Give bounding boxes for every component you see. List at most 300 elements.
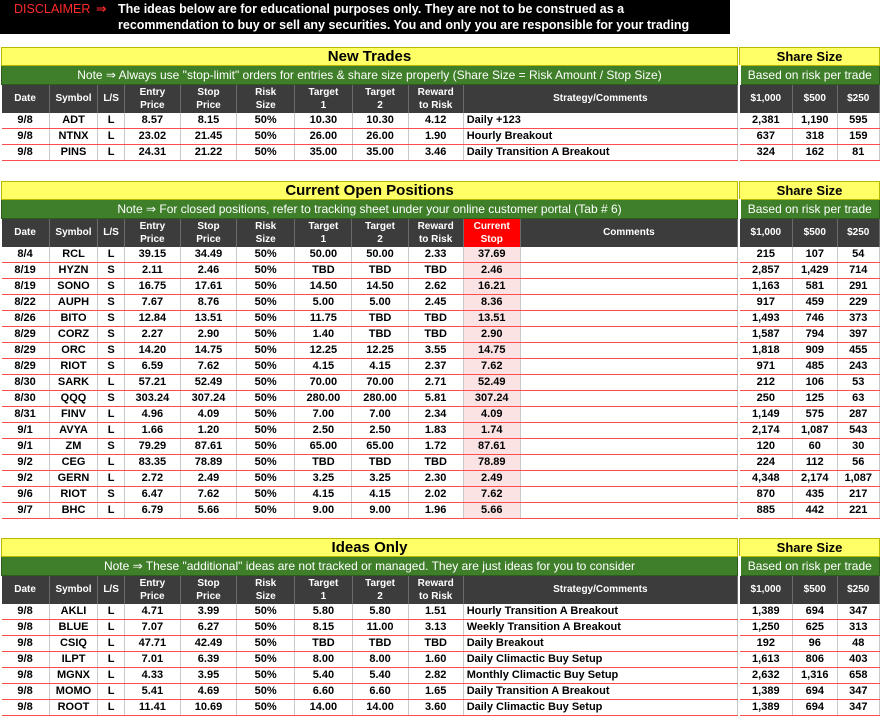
table-cell: 4.71 <box>124 604 180 620</box>
col-ls: L/S <box>98 576 124 604</box>
table-row <box>2 374 880 390</box>
section-title: Ideas Only <box>2 539 738 557</box>
open-positions-section <box>1 181 880 519</box>
table-cell: 35.00 <box>352 144 408 160</box>
col-reward-to-risk: Reward to Risk <box>408 85 463 113</box>
table-cell: 6.39 <box>180 651 236 667</box>
table-cell: 10.30 <box>295 113 352 129</box>
table-row <box>2 358 880 374</box>
table-cell: Hourly Transition A Breakout <box>463 604 737 620</box>
table-cell: 57.21 <box>124 374 180 390</box>
table-cell: 1.74 <box>463 422 520 438</box>
table-cell: 5.40 <box>295 667 352 683</box>
table-cell: 50% <box>237 247 295 263</box>
table-cell: 42.49 <box>180 635 236 651</box>
col-target-2: Target 2 <box>352 219 408 247</box>
table-cell: MGNX <box>49 667 98 683</box>
col-size-1000: $1,000 <box>740 576 793 604</box>
table-cell: L <box>98 247 124 263</box>
table-cell: 7.07 <box>124 619 180 635</box>
table-cell: 9/8 <box>2 683 50 699</box>
table-cell: MOMO <box>49 683 98 699</box>
table-cell <box>520 278 737 294</box>
table-cell: Daily Transition A Breakout <box>463 683 737 699</box>
table-cell: 5.41 <box>124 683 180 699</box>
table-cell: 5.81 <box>408 390 463 406</box>
table-cell: 14.75 <box>180 342 236 358</box>
col-symbol: Symbol <box>49 85 98 113</box>
table-cell: L <box>98 422 124 438</box>
col-size-250: $250 <box>837 576 879 604</box>
col-ls: L/S <box>98 85 124 113</box>
table-cell: 7.62 <box>180 358 236 374</box>
table-cell: Monthly Climactic Buy Setup <box>463 667 737 683</box>
table-cell: 50% <box>237 278 295 294</box>
table-cell <box>520 326 737 342</box>
table-cell: 280.00 <box>352 390 408 406</box>
table-cell: TBD <box>408 326 463 342</box>
table-cell: 1,429 <box>793 262 837 278</box>
table-cell: 2,381 <box>740 113 793 129</box>
disclaimer-tag: DISCLAIMER <box>14 2 91 16</box>
table-cell: GERN <box>49 470 98 486</box>
table-cell: 2.30 <box>408 470 463 486</box>
table-cell: 313 <box>837 619 879 635</box>
table-cell: 8/29 <box>2 358 50 374</box>
table-cell: BITO <box>49 310 98 326</box>
table-cell: 1.20 <box>180 422 236 438</box>
table-cell: 4.15 <box>352 358 408 374</box>
table-cell: 1,190 <box>793 113 837 129</box>
table-cell: 1,389 <box>740 683 793 699</box>
table-cell: 1,250 <box>740 619 793 635</box>
table-cell: 8/30 <box>2 374 50 390</box>
table-cell: 435 <box>793 486 837 502</box>
table-cell: 107 <box>793 247 837 263</box>
table-cell: 1,163 <box>740 278 793 294</box>
table-cell: 9/8 <box>2 635 50 651</box>
section-note: Note ⇒ For closed positions, refer to tracking sheet under your online customer portal (Tab # 6) <box>2 200 738 219</box>
table-cell: 2.72 <box>124 470 180 486</box>
table-row <box>2 247 880 263</box>
table-row <box>2 619 880 635</box>
disclaimer-banner <box>0 0 730 48</box>
table-cell: 50% <box>237 454 295 470</box>
table-cell: 7.62 <box>463 486 520 502</box>
table-cell: 6.47 <box>124 486 180 502</box>
table-cell: TBD <box>408 262 463 278</box>
table-cell: 9/8 <box>2 667 50 683</box>
table-cell: 2.37 <box>408 358 463 374</box>
table-cell: 1.65 <box>408 683 463 699</box>
column-header-row <box>2 219 880 247</box>
table-cell: 50% <box>237 310 295 326</box>
table-cell: 307.24 <box>463 390 520 406</box>
table-cell: ILPT <box>49 651 98 667</box>
table-cell: 47.71 <box>124 635 180 651</box>
col-size-250: $250 <box>837 85 879 113</box>
table-cell: 1.51 <box>408 604 463 620</box>
table-cell: 9/8 <box>2 604 50 620</box>
table-cell: 885 <box>740 502 793 518</box>
table-cell: 1.40 <box>295 326 352 342</box>
table-cell: 96 <box>793 635 837 651</box>
table-cell: TBD <box>295 635 352 651</box>
table-cell: 870 <box>740 486 793 502</box>
col-comments: Comments <box>520 219 737 247</box>
table-cell: 9/2 <box>2 470 50 486</box>
table-cell: 21.45 <box>180 128 236 144</box>
table-cell: 229 <box>837 294 880 310</box>
table-cell: Daily Climactic Buy Setup <box>463 699 737 715</box>
table-cell: 7.01 <box>124 651 180 667</box>
table-cell: 4.15 <box>295 486 352 502</box>
table-cell: 3.99 <box>180 604 236 620</box>
table-cell: 8/30 <box>2 390 50 406</box>
col-risk-size: Risk Size <box>237 85 295 113</box>
col-target-2: Target 2 <box>352 576 408 604</box>
table-cell: S <box>98 326 124 342</box>
table-cell: 48 <box>837 635 879 651</box>
table-cell: HYZN <box>49 262 98 278</box>
table-cell: BLUE <box>49 619 98 635</box>
table-cell: RCL <box>49 247 98 263</box>
table-row <box>2 470 880 486</box>
table-row <box>2 667 880 683</box>
table-cell: 11.00 <box>352 619 408 635</box>
table-cell: 50% <box>237 262 295 278</box>
table-cell: L <box>98 454 124 470</box>
col-symbol: Symbol <box>49 219 98 247</box>
table-cell: 50% <box>237 635 295 651</box>
table-cell: 6.60 <box>352 683 408 699</box>
table-cell: 2.49 <box>463 470 520 486</box>
table-cell: 16.21 <box>463 278 520 294</box>
table-cell: 78.89 <box>180 454 236 470</box>
table-cell: 287 <box>837 406 880 422</box>
table-cell: 455 <box>837 342 880 358</box>
table-cell: 2.34 <box>408 406 463 422</box>
table-cell <box>520 358 737 374</box>
table-cell: 8/22 <box>2 294 50 310</box>
table-row <box>2 454 880 470</box>
table-cell: 1.96 <box>408 502 463 518</box>
table-cell: TBD <box>408 310 463 326</box>
ideas-only-rows <box>2 604 880 716</box>
table-cell: 9/1 <box>2 422 50 438</box>
table-cell: L <box>98 683 124 699</box>
table-cell: 14.20 <box>124 342 180 358</box>
table-cell: 50% <box>237 144 295 160</box>
table-cell: 3.25 <box>295 470 352 486</box>
table-cell <box>520 342 737 358</box>
col-size-1000: $1,000 <box>740 85 793 113</box>
table-cell: TBD <box>352 635 408 651</box>
table-cell: 3.25 <box>352 470 408 486</box>
table-cell: 23.02 <box>124 128 180 144</box>
table-cell: 65.00 <box>352 438 408 454</box>
col-size-500: $500 <box>793 219 837 247</box>
table-cell: 50% <box>237 326 295 342</box>
table-cell: 50% <box>237 113 295 129</box>
table-cell <box>520 294 737 310</box>
table-cell: L <box>98 406 124 422</box>
table-cell: 658 <box>837 667 879 683</box>
table-cell: 14.75 <box>463 342 520 358</box>
table-row <box>2 438 880 454</box>
table-cell: 2.02 <box>408 486 463 502</box>
table-cell: 2.50 <box>295 422 352 438</box>
table-cell: 3.95 <box>180 667 236 683</box>
share-size-heading: Share Size <box>740 539 880 557</box>
table-cell: 54 <box>837 247 880 263</box>
table-row <box>2 406 880 422</box>
table-cell: 373 <box>837 310 880 326</box>
table-cell: 81 <box>837 144 879 160</box>
table-cell: 50% <box>237 406 295 422</box>
table-row <box>2 604 880 620</box>
table-cell: 5.00 <box>352 294 408 310</box>
col-reward-to-risk: Reward to Risk <box>408 219 463 247</box>
ideas-only-table <box>1 538 880 716</box>
col-entry-price: Entry Price <box>124 85 180 113</box>
table-cell: 2,174 <box>740 422 793 438</box>
table-cell: S <box>98 358 124 374</box>
table-cell: L <box>98 128 124 144</box>
table-cell: 21.22 <box>180 144 236 160</box>
table-cell: 8/19 <box>2 278 50 294</box>
table-cell: 2.27 <box>124 326 180 342</box>
table-cell: 12.84 <box>124 310 180 326</box>
table-cell: 53 <box>837 374 880 390</box>
table-cell: S <box>98 438 124 454</box>
table-cell: L <box>98 470 124 486</box>
table-cell: 221 <box>837 502 880 518</box>
table-row <box>2 683 880 699</box>
table-cell: 12.25 <box>352 342 408 358</box>
table-cell: 5.00 <box>295 294 352 310</box>
table-cell: 50% <box>237 667 295 683</box>
table-cell: 8.76 <box>180 294 236 310</box>
table-cell: 1.90 <box>408 128 463 144</box>
table-cell: 35.00 <box>295 144 352 160</box>
table-cell: TBD <box>352 454 408 470</box>
table-cell: PINS <box>49 144 98 160</box>
table-cell: 26.00 <box>295 128 352 144</box>
table-row <box>2 262 880 278</box>
table-cell: 212 <box>740 374 793 390</box>
table-cell: NTNX <box>49 128 98 144</box>
table-cell: 50% <box>237 502 295 518</box>
table-cell: 9/2 <box>2 454 50 470</box>
table-cell: Daily +123 <box>463 113 737 129</box>
table-cell: 60 <box>793 438 837 454</box>
table-cell: L <box>98 635 124 651</box>
table-cell: ADT <box>49 113 98 129</box>
table-cell: AUPH <box>49 294 98 310</box>
table-cell: 50.00 <box>295 247 352 263</box>
table-cell: 6.79 <box>124 502 180 518</box>
table-cell: S <box>98 342 124 358</box>
table-cell: 11.75 <box>295 310 352 326</box>
table-cell <box>520 247 737 263</box>
table-cell: ZM <box>49 438 98 454</box>
disclaimer-arrow-icon: ⇒ <box>96 2 107 16</box>
table-cell <box>520 470 737 486</box>
table-cell: 9/8 <box>2 113 50 129</box>
table-cell: 217 <box>837 486 880 502</box>
table-row <box>2 502 880 518</box>
table-cell: 397 <box>837 326 880 342</box>
table-cell: 8/31 <box>2 406 50 422</box>
table-cell: 30 <box>837 438 880 454</box>
table-cell: CSIQ <box>49 635 98 651</box>
table-cell: 112 <box>793 454 837 470</box>
table-cell: TBD <box>408 635 463 651</box>
table-cell: 1.83 <box>408 422 463 438</box>
table-cell: 50.00 <box>352 247 408 263</box>
col-target-1: Target 1 <box>295 219 352 247</box>
table-cell: 9/8 <box>2 699 50 715</box>
table-cell: 4.69 <box>180 683 236 699</box>
table-cell: AKLI <box>49 604 98 620</box>
table-cell: 50% <box>237 699 295 715</box>
table-cell <box>520 486 737 502</box>
table-cell: 2,174 <box>793 470 837 486</box>
table-cell: 694 <box>793 699 837 715</box>
table-row <box>2 294 880 310</box>
table-cell: S <box>98 310 124 326</box>
table-cell: 11.41 <box>124 699 180 715</box>
table-cell: 6.59 <box>124 358 180 374</box>
table-cell: 50% <box>237 374 295 390</box>
table-cell: Daily Climactic Buy Setup <box>463 651 737 667</box>
col-size-250: $250 <box>837 219 880 247</box>
table-cell: 909 <box>793 342 837 358</box>
table-cell: 1,087 <box>837 470 880 486</box>
ideas-only-section <box>1 538 880 716</box>
table-cell: L <box>98 374 124 390</box>
table-cell: 917 <box>740 294 793 310</box>
table-cell: TBD <box>295 262 352 278</box>
table-cell: 1.72 <box>408 438 463 454</box>
section-note: Note ⇒ Always use "stop-limit" orders for entries & share size properly (Share Size = Risk Amount / Stop Size) <box>2 66 738 85</box>
table-cell: 50% <box>237 342 295 358</box>
col-current-stop: Current Stop <box>463 219 520 247</box>
table-cell: 192 <box>740 635 793 651</box>
new-trades-rows <box>2 113 880 161</box>
table-cell: 2.45 <box>408 294 463 310</box>
table-cell: 7.67 <box>124 294 180 310</box>
table-cell: 79.29 <box>124 438 180 454</box>
table-cell: 125 <box>793 390 837 406</box>
table-cell: TBD <box>352 262 408 278</box>
table-cell: 9/8 <box>2 619 50 635</box>
table-cell: 1,389 <box>740 699 793 715</box>
table-cell: 9.00 <box>295 502 352 518</box>
table-cell: 1.60 <box>408 651 463 667</box>
table-cell: 1,316 <box>793 667 837 683</box>
table-cell: 63 <box>837 390 880 406</box>
table-cell: L <box>98 651 124 667</box>
table-cell: 595 <box>837 113 879 129</box>
table-cell <box>520 374 737 390</box>
table-cell: 2.46 <box>463 262 520 278</box>
table-cell: 52.49 <box>463 374 520 390</box>
table-cell: 50% <box>237 128 295 144</box>
table-cell: S <box>98 390 124 406</box>
table-cell: 5.80 <box>295 604 352 620</box>
table-cell <box>520 390 737 406</box>
table-cell: AVYA <box>49 422 98 438</box>
table-cell: 2.90 <box>463 326 520 342</box>
table-cell: 581 <box>793 278 837 294</box>
col-entry-price: Entry Price <box>124 219 180 247</box>
col-size-500: $500 <box>793 85 837 113</box>
table-cell: 2.33 <box>408 247 463 263</box>
table-cell: 1.66 <box>124 422 180 438</box>
table-cell: FINV <box>49 406 98 422</box>
col-target-1: Target 1 <box>295 85 352 113</box>
table-cell: 70.00 <box>352 374 408 390</box>
table-cell: 1,087 <box>793 422 837 438</box>
table-cell: 442 <box>793 502 837 518</box>
table-cell: 5.66 <box>463 502 520 518</box>
table-cell: 1,149 <box>740 406 793 422</box>
col-strategy: Strategy/Comments <box>463 85 737 113</box>
table-cell: CORZ <box>49 326 98 342</box>
table-cell: 50% <box>237 390 295 406</box>
table-cell: 543 <box>837 422 880 438</box>
table-cell: 1,613 <box>740 651 793 667</box>
table-cell: 34.49 <box>180 247 236 263</box>
table-cell: 26.00 <box>352 128 408 144</box>
table-cell: 120 <box>740 438 793 454</box>
share-size-heading: Share Size <box>740 182 880 200</box>
table-cell: 625 <box>793 619 837 635</box>
column-header-row <box>2 576 880 604</box>
table-row <box>2 310 880 326</box>
table-cell: 12.25 <box>295 342 352 358</box>
table-cell: 4,348 <box>740 470 793 486</box>
col-date: Date <box>2 219 50 247</box>
table-cell: 7.00 <box>295 406 352 422</box>
table-cell <box>520 454 737 470</box>
table-cell: 324 <box>740 144 793 160</box>
table-cell: 13.51 <box>180 310 236 326</box>
table-cell: 459 <box>793 294 837 310</box>
table-cell: 575 <box>793 406 837 422</box>
table-cell: S <box>98 294 124 310</box>
table-row <box>2 128 880 144</box>
table-cell: 7.62 <box>180 486 236 502</box>
table-cell: S <box>98 486 124 502</box>
table-cell: 794 <box>793 326 837 342</box>
table-row <box>2 390 880 406</box>
table-cell: 4.15 <box>352 486 408 502</box>
table-cell: 4.96 <box>124 406 180 422</box>
table-cell: 6.60 <box>295 683 352 699</box>
table-cell <box>520 310 737 326</box>
table-cell: 17.61 <box>180 278 236 294</box>
table-cell: 1,389 <box>740 604 793 620</box>
share-size-heading: Share Size <box>740 48 880 66</box>
table-cell: 87.61 <box>463 438 520 454</box>
table-cell: 4.12 <box>408 113 463 129</box>
col-symbol: Symbol <box>49 576 98 604</box>
new-trades-section <box>1 47 880 161</box>
table-cell: 347 <box>837 604 879 620</box>
